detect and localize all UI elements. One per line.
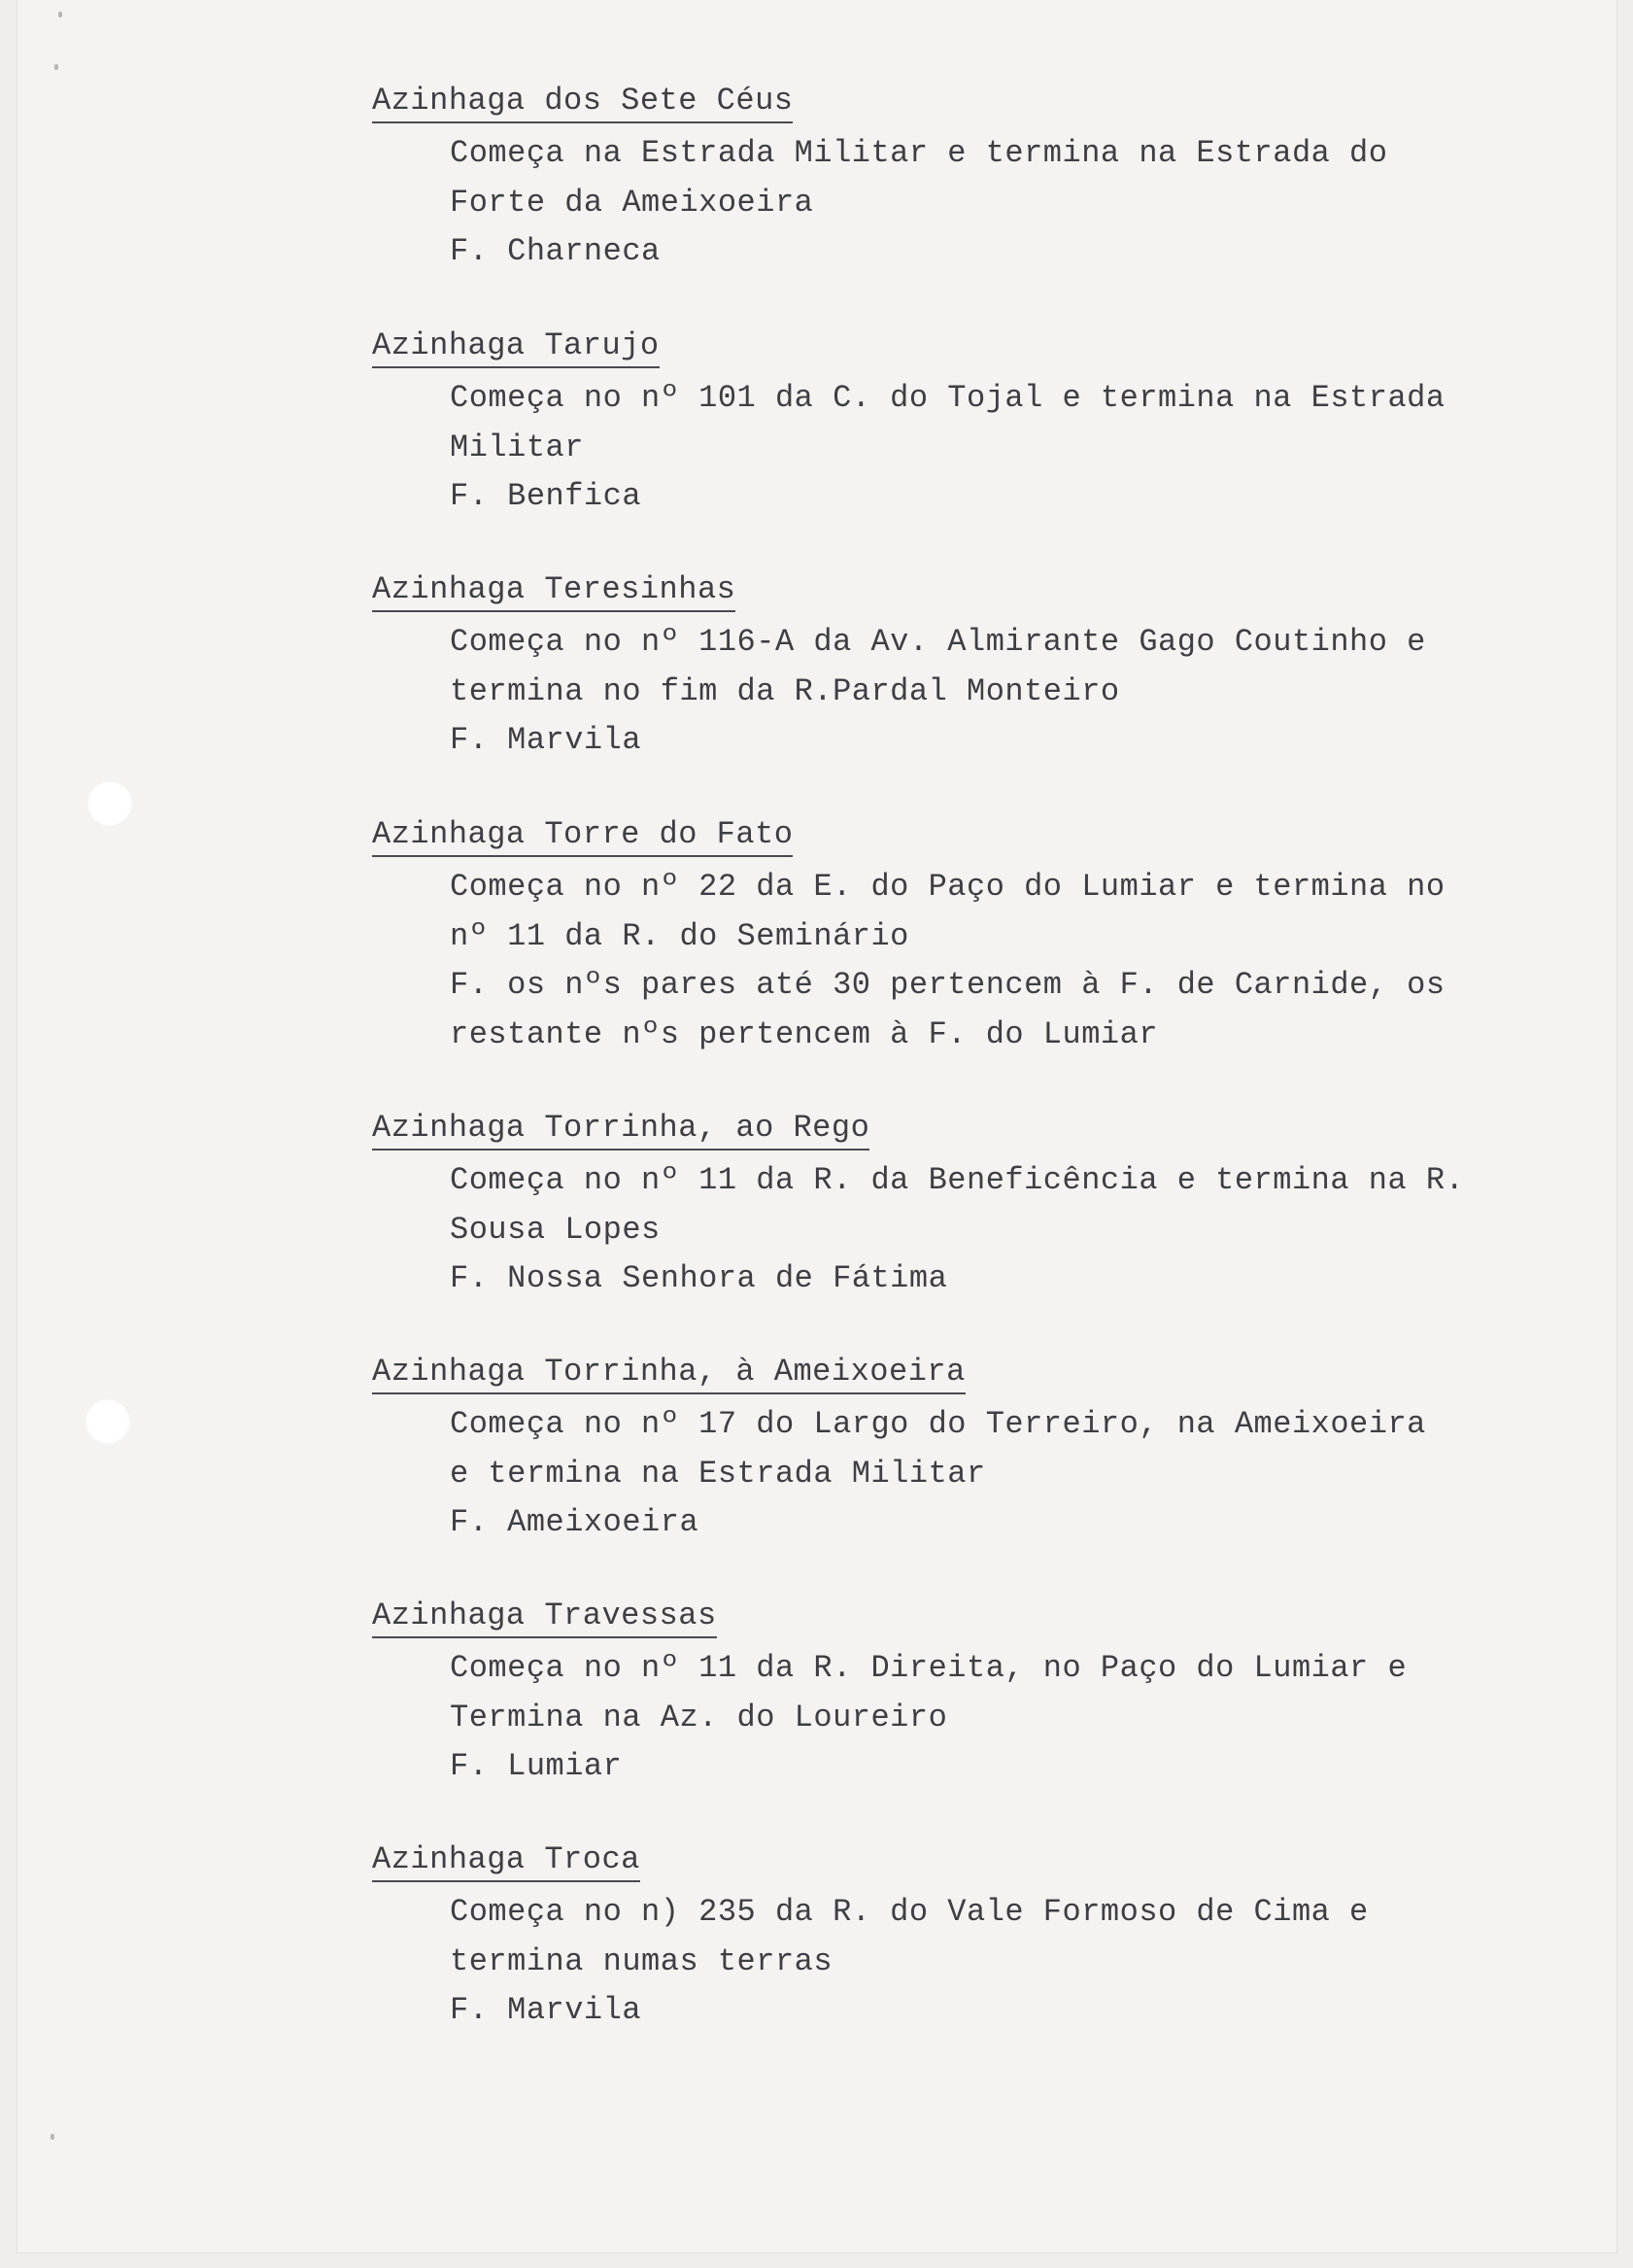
description-line: Começa na Estrada Militar e termina na Estrada do — [450, 135, 1388, 171]
street-description — [450, 863, 1489, 1059]
description-line: e termina na Estrada Militar — [450, 1455, 986, 1492]
street-name: Azinhaga Travessas — [372, 1597, 717, 1638]
street-description — [450, 1644, 1489, 1792]
street-name: Azinhaga Torre do Fato — [372, 815, 793, 857]
description-line: Sousa Lopes — [450, 1211, 661, 1248]
parish-line: F. os nºs pares até 30 pertencem à F. de Carnide, os — [450, 967, 1446, 1003]
street-name: Azinhaga Troca — [372, 1840, 640, 1882]
street-entry — [372, 326, 1489, 522]
street-entry — [372, 82, 1489, 277]
paper-speck — [51, 2134, 54, 2140]
description-line: Começa no nº 11 da R. da Beneficência e termina na R. — [450, 1162, 1465, 1198]
street-name: Azinhaga dos Sete Céus — [372, 82, 793, 123]
street-entry — [372, 1353, 1489, 1548]
street-description — [450, 129, 1489, 277]
description-line: Começa no nº 11 da R. Direita, no Paço do Lumiar e — [450, 1650, 1408, 1686]
parish-line: restante nºs pertencem à F. do Lumiar — [450, 1015, 1159, 1052]
street-name: Azinhaga Teresinhas — [372, 570, 735, 612]
parish-line: F. Benfica — [450, 478, 642, 514]
street-entry — [372, 815, 1489, 1059]
description-line: Começa no nº 116-A da Av. Almirante Gago Coutinho e — [450, 624, 1426, 660]
paper-speck — [54, 64, 58, 70]
street-entry — [372, 1597, 1489, 1792]
street-description — [450, 1156, 1489, 1304]
street-description — [450, 1400, 1489, 1548]
description-line: Começa no nº 22 da E. do Paço do Lumiar e termina no — [450, 869, 1446, 905]
description-line: Começa no nº 101 da C. do Tojal e termina na Estrada — [450, 380, 1446, 416]
parish-line: F. Marvila — [450, 1992, 642, 2028]
street-name: Azinhaga Tarujo — [372, 326, 660, 368]
street-entry — [372, 1840, 1489, 2036]
description-line: termina no fim da R.Pardal Monteiro — [450, 672, 1120, 709]
paper-speck — [58, 12, 62, 17]
street-description — [450, 618, 1489, 766]
description-line: termina numas terras — [450, 1942, 834, 1979]
parish-line: F. Lumiar — [450, 1748, 623, 1784]
description-line: Militar — [450, 429, 584, 465]
description-line: nº 11 da R. do Seminário — [450, 917, 909, 954]
description-line: Começa no n) 235 da R. do Vale Formoso de Cima e — [450, 1894, 1369, 1930]
street-description — [450, 374, 1489, 522]
description-line: Começa no nº 17 do Largo do Terreiro, na Ameixoeira — [450, 1406, 1426, 1442]
street-name: Azinhaga Torrinha, à Ameixoeira — [372, 1353, 966, 1394]
document-page — [17, 0, 1616, 2252]
street-description — [450, 1888, 1489, 2036]
description-line: Forte da Ameixoeira — [450, 184, 814, 221]
description-line: Termina na Az. do Loureiro — [450, 1699, 948, 1735]
street-entry — [372, 1109, 1489, 1304]
parish-line: F. Nossa Senhora de Fátima — [450, 1260, 948, 1296]
punch-hole-lower — [85, 1399, 130, 1444]
punch-hole-upper — [87, 781, 132, 826]
parish-line: F. Ameixoeira — [450, 1504, 699, 1540]
parish-line: F. Charneca — [450, 233, 661, 269]
parish-line: F. Marvila — [450, 722, 642, 758]
street-name: Azinhaga Torrinha, ao Rego — [372, 1109, 869, 1151]
street-entry — [372, 570, 1489, 766]
